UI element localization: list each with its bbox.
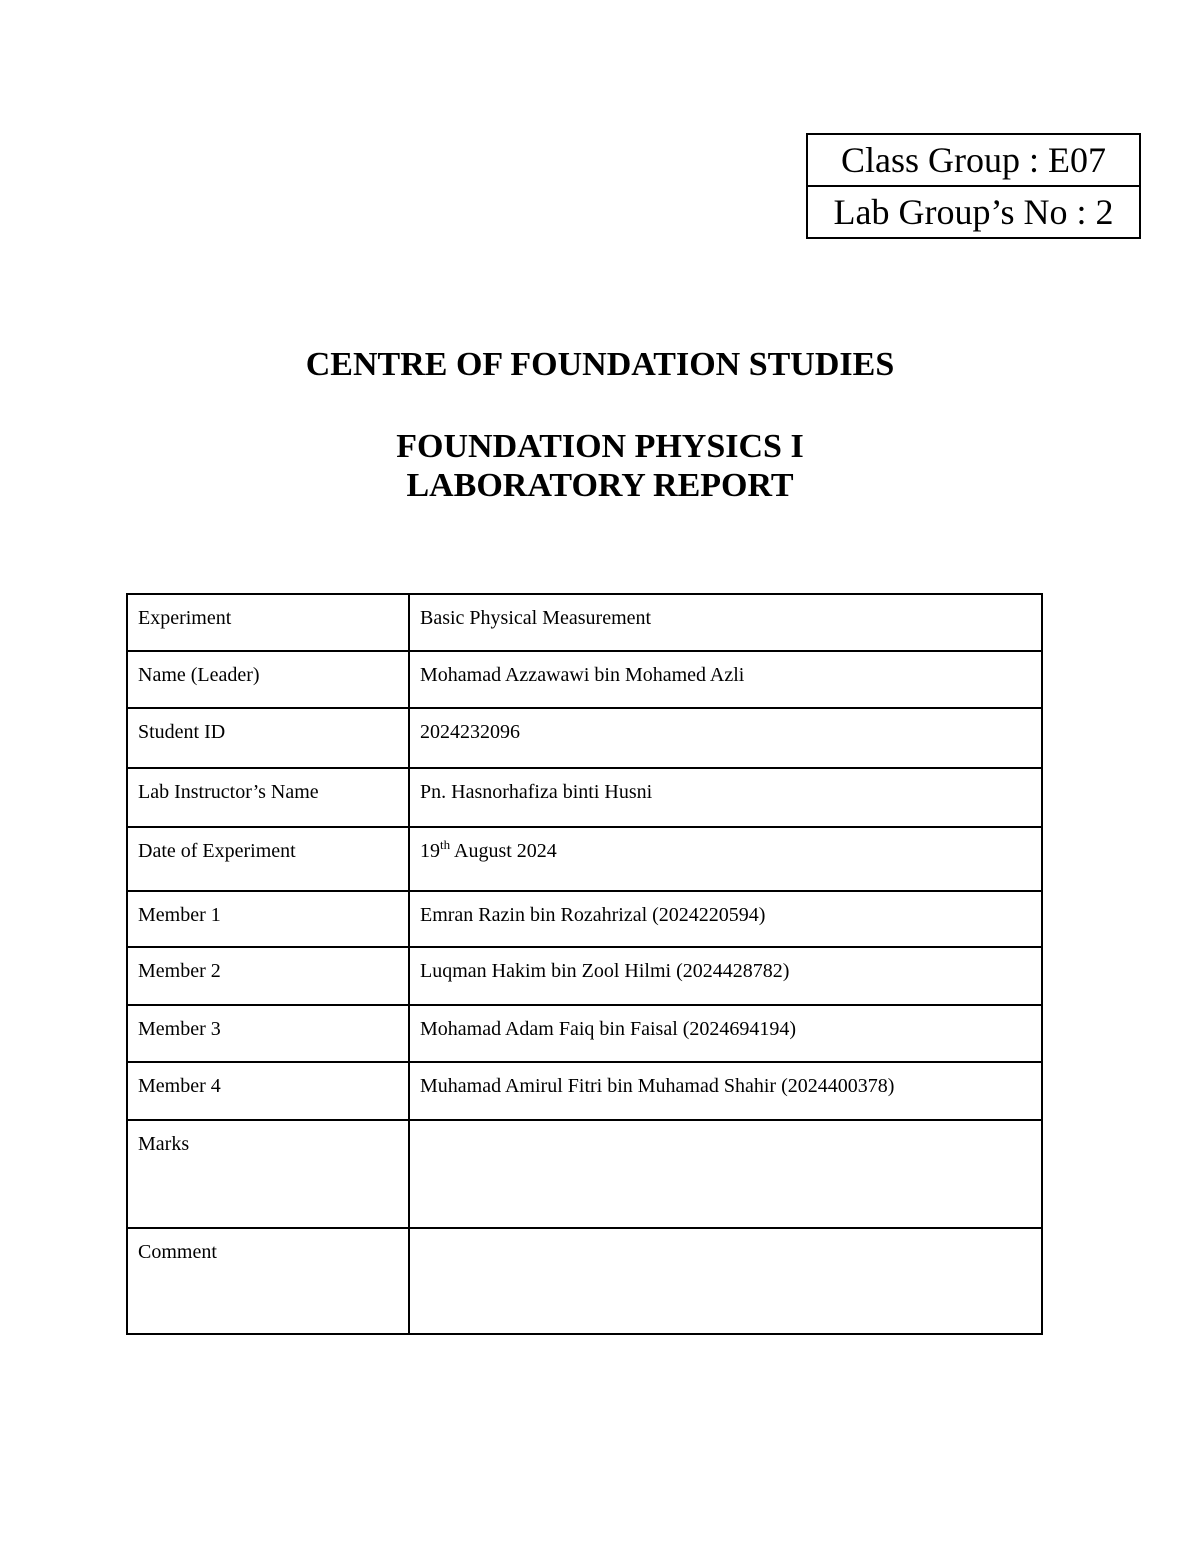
date-rest: August 2024 [450, 840, 557, 862]
member-4-value: Muhamad Amirul Fitri bin Muhamad Shahir (2024400378) [409, 1062, 1042, 1120]
table-row [127, 891, 1042, 947]
table-row [127, 1228, 1042, 1334]
member-4-label: Member 4 [127, 1062, 409, 1120]
report-type-title: LABORATORY REPORT [406, 467, 794, 504]
table-row [127, 708, 1042, 768]
table-row [127, 1062, 1042, 1120]
experiment-value: Basic Physical Measurement [409, 594, 1042, 651]
instructor-label: Lab Instructor’s Name [127, 768, 409, 827]
member-1-label: Member 1 [127, 891, 409, 947]
table-row [127, 1005, 1042, 1062]
table-row [127, 594, 1042, 651]
class-group: Class Group : E07 [808, 135, 1139, 187]
marks-label: Marks [127, 1120, 409, 1228]
date-label: Date of Experiment [127, 827, 409, 891]
table-row [127, 768, 1042, 827]
student-id-label: Student ID [127, 708, 409, 768]
table-row [127, 947, 1042, 1005]
instructor-value: Pn. Hasnorhafiza binti Husni [409, 768, 1042, 827]
table-row [127, 1120, 1042, 1228]
leader-label: Name (Leader) [127, 651, 409, 708]
comment-value [409, 1228, 1042, 1334]
member-2-label: Member 2 [127, 947, 409, 1005]
member-2-value: Luqman Hakim bin Zool Hilmi (2024428782) [409, 947, 1042, 1005]
table-row [127, 651, 1042, 708]
leader-value: Mohamad Azzawawi bin Mohamed Azli [409, 651, 1042, 708]
date-suffix: th [440, 837, 451, 852]
member-3-label: Member 3 [127, 1005, 409, 1062]
report-info-table [126, 593, 1043, 1335]
date-day: 19 [420, 840, 440, 862]
lab-group-number: Lab Group’s No : 2 [833, 192, 1114, 232]
group-info-box [806, 133, 1141, 239]
course-title: FOUNDATION PHYSICS I [396, 428, 804, 465]
comment-label: Comment [127, 1228, 409, 1334]
table-row [127, 827, 1042, 891]
date-value [409, 827, 1042, 891]
member-3-value: Mohamad Adam Faiq bin Faisal (2024694194) [409, 1005, 1042, 1062]
marks-value [409, 1120, 1042, 1228]
experiment-label: Experiment [127, 594, 409, 651]
student-id-value: 2024232096 [409, 708, 1042, 768]
institution-title: CENTRE OF FOUNDATION STUDIES [305, 346, 895, 383]
member-1-value: Emran Razin bin Rozahrizal (2024220594) [409, 891, 1042, 947]
